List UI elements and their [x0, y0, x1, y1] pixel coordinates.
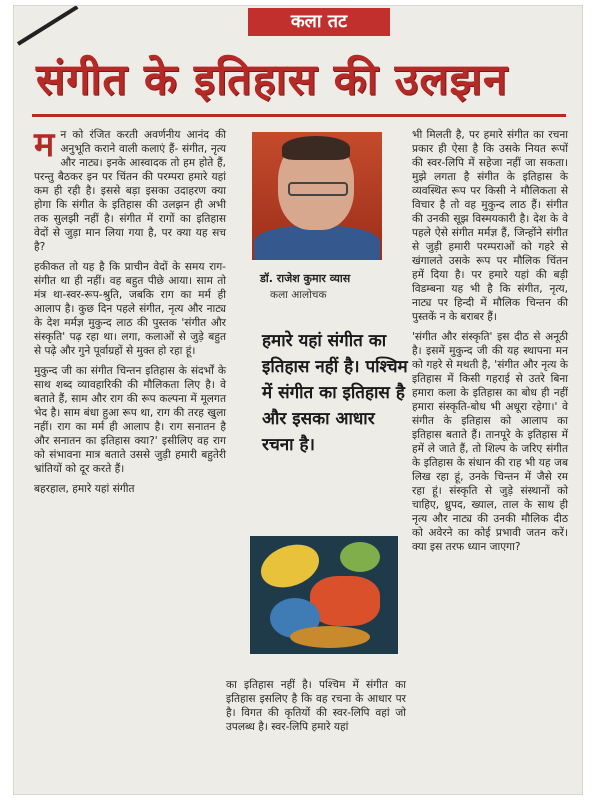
article-column-3 — [412, 128, 568, 560]
article-column-2-bottom: का इतिहास नहीं है। पश्चिम में संगीत का इतिहास इसलिए है कि वह रचना के आधार पर है। विगत की कृतियों की स्वर-लिपि वहां जो उपलब्ध है। स्वर-लिपि हमारे यहां — [226, 679, 406, 733]
article-column-1 — [34, 125, 226, 502]
col1-paragraph-1: न को रंजित करती अवर्णनीय आनंद की अनुभूति कराने वाली कलाएं हैं- संगीत, नृत्य और नाट्य। इनके आस्वादक तो हम होते हैं, परन्तु बैठकर इन पर चिंतन की परम्परा हमारे यहां कम ही रही है। इससे बड़ा इसका उदाहरण क्या होगा कि संगीत के इतिहास की उलझन ही अभी तक सुलझी नहीं है। संगीत में रागों का इतिहास वेदों से जुड़ा मान लिया गया है, पर क्या यह सच है? — [34, 129, 226, 253]
col1-paragraph-2: हकीकत तो यह है कि प्राचीन वेदों के समय राग-संगीत था ही नहीं। वह बहुत पीछे आया। साम तो मंत्र था-स्वर-रूप-श्रुति, जबकि राग का मर्म ही आलाप है। कुछ दिन पहले संगीत, नृत्य और नाट्य के देश मर्मज्ञ मुकुन्द लाठ की पुस्तक 'संगीत और संस्कृति' पढ़ रहा था। लगा, कलाओं से जुड़े बहुत से पढ़े और गुने पूर्वाग्रहों से मुक्त हो रहा हूं। — [34, 261, 226, 357]
headline: संगीत के इतिहास की उलझन — [36, 55, 508, 105]
col1-paragraph-3: मुकुन्द जी का संगीत चिन्तन इतिहास के संदर्भों के साथ शब्द व्यावहारिकी की मौलिकता लिए है। वे बताते हैं, साम और राग की रूप कल्पना में मूलगत भेद है। साम बंधा हुआ रूप था, राग की तरह खुला नहीं। राग का मर्म ही आलाप है। राग सनातन है और सनातन का इतिहास क्या?' इसीलिए वह राग को संभावना मात्र बताते उससे जुड़ी हमारी बहुतेरी भ्रांतियों को दूर करते हैं। — [34, 365, 226, 475]
section-tag: कला तट — [248, 8, 390, 36]
pull-quote: हमारे यहां संगीत का इतिहास नहीं है। पश्चिम में संगीत का इतिहास है और इसका आधार रचना है। — [262, 331, 408, 455]
drop-cap: म — [34, 125, 55, 165]
newspaper-clipping — [14, 6, 582, 794]
author-photo — [252, 132, 382, 260]
corner-rule — [17, 6, 78, 46]
col3-paragraph-1: भी मिलती है, पर हमारे संगीत का रचना प्रकार ही ऐसा है कि उसके नियत रूपों की स्वर-लिपि में सहेजा नहीं जा सकता। मुझे लगता है संगीत के इतिहास के व्यवस्थित रूप पर किसी ने मौलिकता से विचार है तो वह मुकुन्द लाठ हैं। संगीत की उनकी सूझ विस्मयकारी है। देश के वे पहले ऐसे संगीत मर्मज्ञ हैं, जिन्होंने संगीत से जुड़ी हमारी परम्पराओं को गहरे से खंगालते उसके रूप पर मौलिक चिंतन हमें दिया है। पर हमारे यहां की बड़ी विडम्बना यह भी है कि संगीत, नृत्य, नाट्य पर हिन्दी में मौलिक चिन्तन की पुस्तकें न के बराबर हैं। — [412, 129, 568, 323]
painting-image — [250, 536, 398, 654]
col1-paragraph-4: बहरहाल, हमारे यहां संगीत — [34, 483, 135, 495]
author-name: डॉ. राजेश कुमार व्यास — [260, 272, 351, 285]
author-role: कला आलोचक — [270, 289, 327, 301]
col3-paragraph-2: 'संगीत और संस्कृति' इस दीठ से अनूठी है। इसमें मुकुन्द जी की यह स्थापना मन को गहरे से मथती है, 'संगीत और नृत्य के इतिहास में किसी गहराई से उतरे बिना हमारा कला के इतिहास का बोध ही नहीं हमारा संस्कृति-बोध भी अधूरा रहेगा।' वे संगीत के इतिहास को आलाप का इतिहास बताते हैं। तानपूरे के इतिहास में हमें ले जाते हैं, तो शिल्प के जरिए संगीत के इतिहास के संधान की राह भी यह जब लिख रहा हूं, उनके चिन्तन में जैसे रम रहा हूं। संस्कृति से जुड़े संस्थानों को चाहिए, ध्रुपद, ख्याल, ताल के साथ ही नृत्य और नाट्य की उनकी मौलिक दीठ को अवेरने का कोई प्रभावी जतन करें। क्या इस तरफ ध्यान जाएगा? — [412, 331, 568, 553]
headline-rule — [32, 114, 566, 117]
